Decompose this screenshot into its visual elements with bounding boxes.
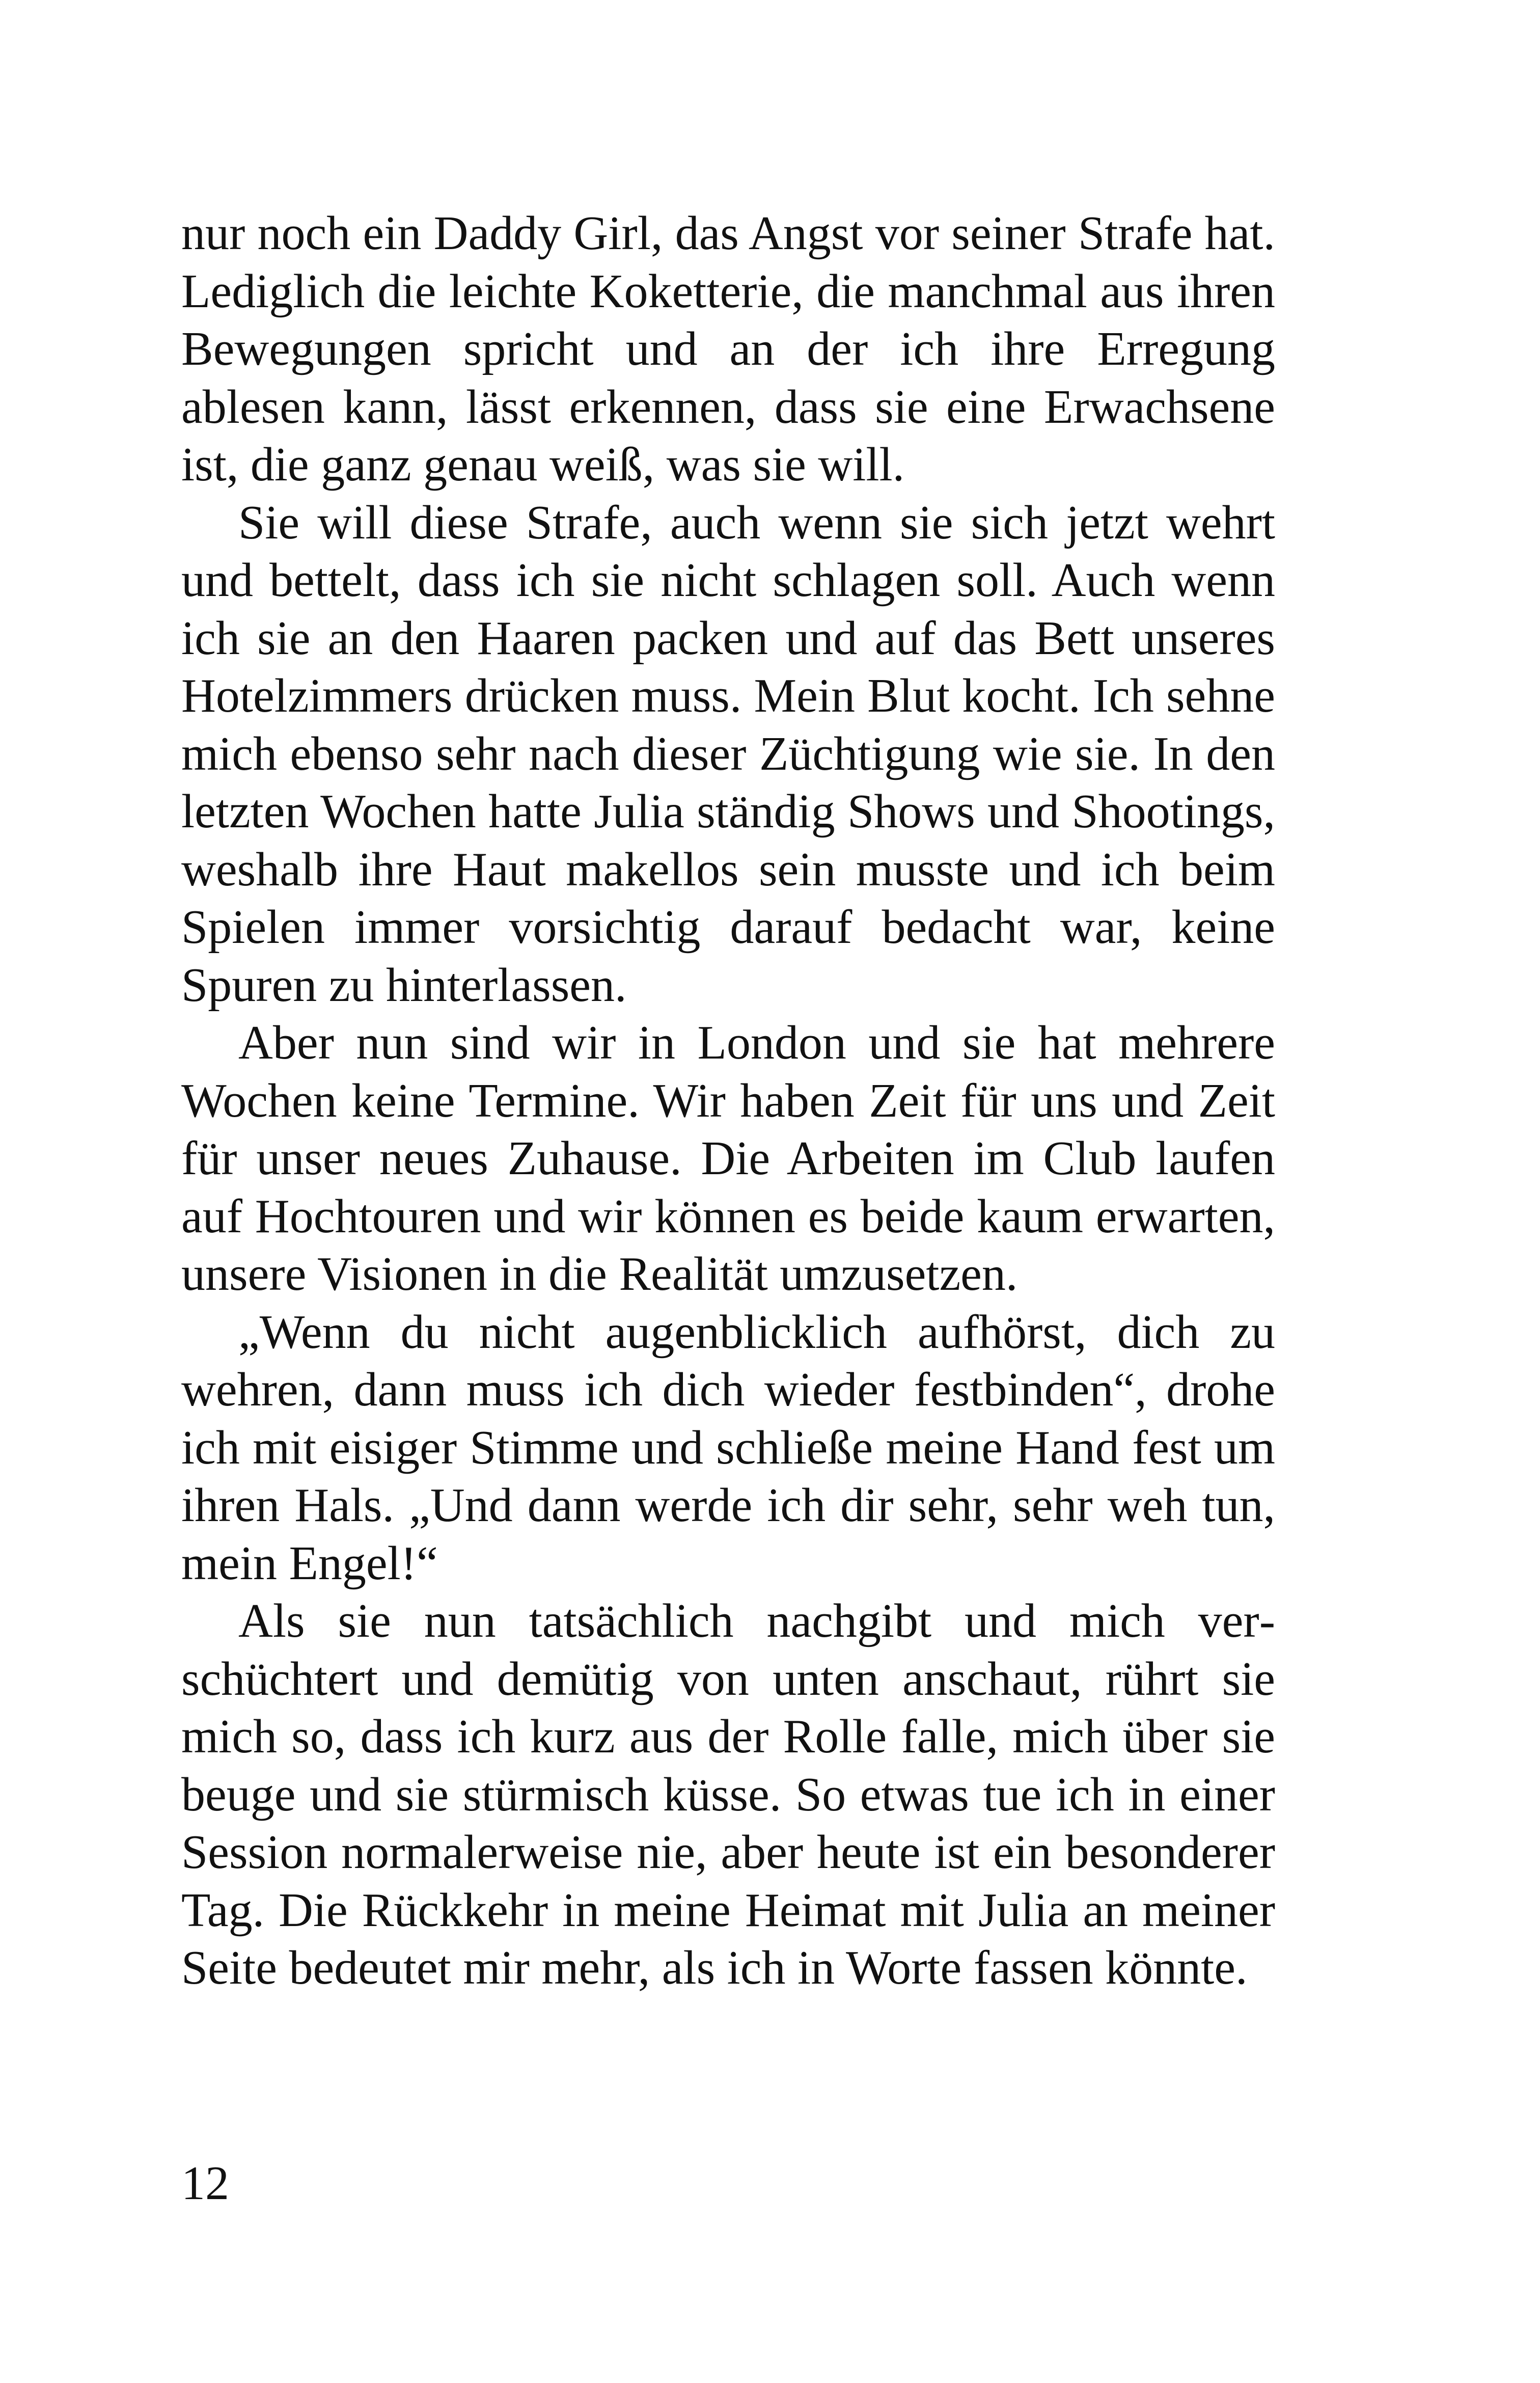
paragraph-5: Als sie nun tatsächlich nachgibt und mich verschüchtert und demütig von unten anschaut, rührt sie mich so, dass ich kurz aus der Rolle falle, mich über sie beuge und sie stürmisch küsse. So etwas tue ich in einer Session normalerweise nie, aber heute ist ein besonderer Tag. Die Rückkehr in meine Heimat mit Julia an meiner Seite bedeutet mir mehr, als ich in Worte fassen könnte. [181, 1594, 1275, 1994]
paragraph-3: Aber nun sind wir in London und sie hat mehrere Wochen keine Termine. Wir haben Zeit für uns und Zeit für unser neues Zuhause. Die Arbeiten im Club laufen auf Hochtouren und wir können es beide kaum erwarten, unsere Visionen in die Realität umzusetzen. [181, 1016, 1275, 1301]
paragraph-2: Sie will diese Strafe, auch wenn sie sich jetzt wehrt und bettelt, dass ich sie nicht schlagen soll. Auch wenn ich sie an den Haaren packen und auf das Bett unseres Hotelzimmers drücken muss. Mein Blut kocht. Ich sehne mich ebenso sehr nach dieser Züchtigung wie sie. In den letzten Wochen hatte Julia ständig Shows und Shootings, weshalb ihre Haut makellos sein musste und ich beim Spielen immer vorsichtig darauf bedacht war, keine Spuren zu hinterlassen. [181, 496, 1275, 1012]
paragraph-1: nur noch ein Daddy Girl, das Angst vor seiner Strafe hat. Lediglich die leichte Koketterie, die manchmal aus ihren Bewegungen spricht und an der ich ihre Erregung ablesen kann, lässt erkennen, dass sie eine Erwachsene ist, die ganz genau weiß, was sie will. [181, 207, 1275, 491]
page-number: 12 [181, 2157, 229, 2210]
body-text [181, 205, 1275, 1997]
paragraph-4: „Wenn du nicht augenblicklich aufhörst, dich zu wehren, dann muss ich dich wieder festbinden“, drohe ich mit eisiger Stimme und schließe meine Hand fest um ihren Hals. „Und dann werde ich dir sehr, sehr weh tun, mein Engel!“ [181, 1305, 1275, 1590]
